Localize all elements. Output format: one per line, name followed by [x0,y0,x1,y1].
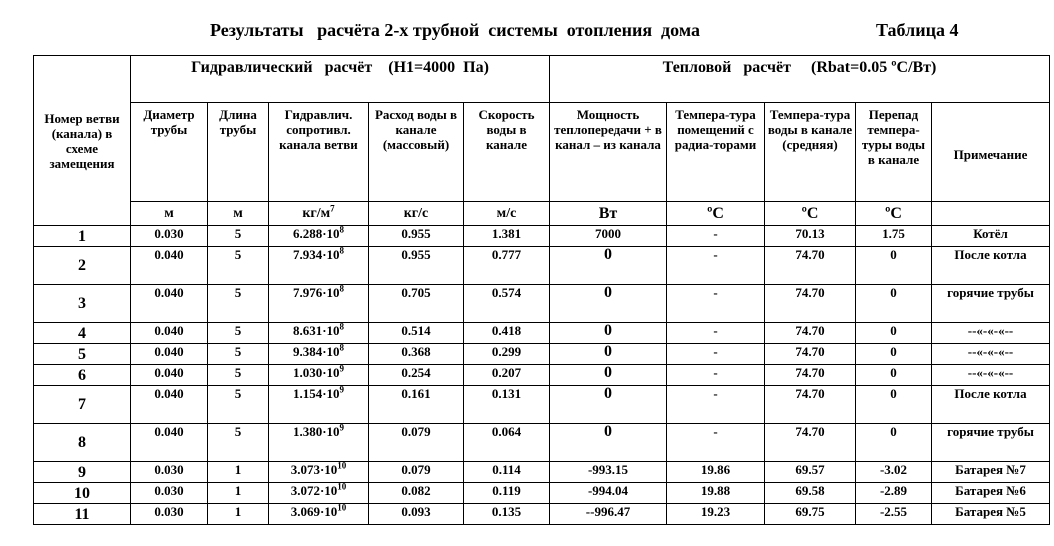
cell-water-temp: 74.70 [765,323,856,344]
cell-temp-drop: 1.75 [856,226,932,247]
cell-diameter: 0.030 [131,462,208,483]
unit-power: Вт [550,202,667,226]
cell-length: 5 [208,344,269,365]
cell-length: 5 [208,365,269,386]
cell-diameter: 0.040 [131,247,208,285]
results-table [33,55,1050,525]
document-title: Результаты расчёта 2-х трубной системы отопления дома [210,20,700,40]
cell-temp-drop: 0 [856,285,932,323]
cell-diameter: 0.040 [131,386,208,424]
cell-temp-drop: 0 [856,386,932,424]
col-header-length: Длина трубы [208,103,269,202]
cell-temp-drop: 0 [856,344,932,365]
cell-velocity: 0.299 [464,344,550,365]
unit-room-temp: ºС [667,202,765,226]
cell-flow: 0.093 [369,504,464,525]
cell-diameter: 0.040 [131,344,208,365]
cell-room-temp: - [667,386,765,424]
cell-temp-drop: 0 [856,365,932,386]
table-row [34,504,1050,525]
cell-velocity: 0.777 [464,247,550,285]
cell-length: 5 [208,247,269,285]
cell-diameter: 0.030 [131,226,208,247]
cell-temp-drop: -3.02 [856,462,932,483]
cell-length: 5 [208,285,269,323]
cell-note: Батарея №6 [932,483,1050,504]
cell-room-temp: - [667,247,765,285]
cell-water-temp: 74.70 [765,285,856,323]
cell-flow: 0.079 [369,424,464,462]
cell-branch-number: 10 [34,483,131,504]
col-header-diameter: Диаметр трубы [131,103,208,202]
cell-temp-drop: -2.55 [856,504,932,525]
cell-branch-number: 9 [34,462,131,483]
cell-note: --«-«-«-- [932,365,1050,386]
cell-room-temp: - [667,344,765,365]
cell-note: Котёл [932,226,1050,247]
cell-power: -993.15 [550,462,667,483]
table-row [34,365,1050,386]
table-row [34,462,1050,483]
cell-power: 0 [550,365,667,386]
cell-resistance: $1.380\cdot 10^9$ [269,424,369,462]
cell-power: 7000 [550,226,667,247]
unit-resistance: $кг/м^7$ [269,202,369,226]
cell-power: --996.47 [550,504,667,525]
cell-flow: 0.955 [369,247,464,285]
cell-power: 0 [550,424,667,462]
cell-power: 0 [550,386,667,424]
cell-note: Батарея №7 [932,462,1050,483]
cell-water-temp: 69.57 [765,462,856,483]
table-row [34,386,1050,424]
branch-number-header: Номер ветви (канала) в схеме замещения [34,56,131,226]
cell-diameter: 0.040 [131,323,208,344]
cell-velocity: 0.574 [464,285,550,323]
cell-branch-number: 11 [34,504,131,525]
cell-flow: 0.955 [369,226,464,247]
cell-temp-drop: 0 [856,424,932,462]
cell-temp-drop: 0 [856,323,932,344]
cell-note: --«-«-«-- [932,323,1050,344]
table-row [34,344,1050,365]
col-header-temp-drop: Перепад темпера-туры воды в канале [856,103,932,202]
cell-note: горячие трубы [932,285,1050,323]
cell-flow: 0.079 [369,462,464,483]
cell-length: 1 [208,462,269,483]
col-header-resistance: Гидравлич. сопротивл. канала ветви [269,103,369,202]
cell-branch-number: 5 [34,344,131,365]
cell-branch-number: 3 [34,285,131,323]
cell-temp-drop: 0 [856,247,932,285]
cell-velocity: 0.131 [464,386,550,424]
cell-diameter: 0.040 [131,424,208,462]
cell-resistance: $3.073\cdot 10^{10}$ [269,462,369,483]
cell-water-temp: 74.70 [765,386,856,424]
cell-flow: 0.368 [369,344,464,365]
cell-power: 0 [550,285,667,323]
cell-velocity: 0.418 [464,323,550,344]
cell-note: После котла [932,247,1050,285]
unit-length: м [208,202,269,226]
cell-note: --«-«-«-- [932,344,1050,365]
hydraulic-group-header: Гидравлический расчёт (H1=4000 Па) [131,56,550,103]
cell-note: горячие трубы [932,424,1050,462]
cell-water-temp: 74.70 [765,344,856,365]
cell-diameter: 0.030 [131,483,208,504]
cell-branch-number: 6 [34,365,131,386]
cell-room-temp: 19.23 [667,504,765,525]
cell-branch-number: 7 [34,386,131,424]
cell-diameter: 0.040 [131,285,208,323]
cell-length: 5 [208,386,269,424]
cell-flow: 0.254 [369,365,464,386]
cell-length: 5 [208,424,269,462]
cell-length: 1 [208,504,269,525]
cell-room-temp: - [667,226,765,247]
cell-note: Батарея №5 [932,504,1050,525]
table-row [34,247,1050,285]
cell-resistance: $8.631\cdot 10^8$ [269,323,369,344]
table-row [34,483,1050,504]
cell-room-temp: 19.88 [667,483,765,504]
cell-diameter: 0.030 [131,504,208,525]
cell-diameter: 0.040 [131,365,208,386]
col-header-velocity: Скорость воды в канале [464,103,550,202]
unit-diameter: м [131,202,208,226]
cell-velocity: 1.381 [464,226,550,247]
table-row [34,285,1050,323]
cell-flow: 0.161 [369,386,464,424]
col-header-flow: Расход воды в канале (массовый) [369,103,464,202]
cell-water-temp: 70.13 [765,226,856,247]
cell-note: После котла [932,386,1050,424]
cell-length: 5 [208,323,269,344]
cell-flow: 0.514 [369,323,464,344]
cell-room-temp: 19.86 [667,462,765,483]
table-row [34,226,1050,247]
cell-resistance: $6.288\cdot 10^8$ [269,226,369,247]
unit-temp-drop: ºС [856,202,932,226]
cell-velocity: 0.135 [464,504,550,525]
cell-branch-number: 1 [34,226,131,247]
cell-length: 1 [208,483,269,504]
cell-resistance: $9.384\cdot 10^8$ [269,344,369,365]
col-header-note: Примечание [932,103,1050,202]
table-row [34,424,1050,462]
col-header-power: Мощность теплопередачи + в канал – из канала [550,103,667,202]
cell-length: 5 [208,226,269,247]
cell-branch-number: 8 [34,424,131,462]
cell-water-temp: 69.58 [765,483,856,504]
cell-branch-number: 2 [34,247,131,285]
cell-resistance: $7.976\cdot 10^8$ [269,285,369,323]
cell-velocity: 0.114 [464,462,550,483]
cell-flow: 0.705 [369,285,464,323]
cell-flow: 0.082 [369,483,464,504]
cell-power: -994.04 [550,483,667,504]
cell-velocity: 0.064 [464,424,550,462]
cell-resistance: $3.069\cdot 10^{10}$ [269,504,369,525]
cell-water-temp: 74.70 [765,424,856,462]
cell-velocity: 0.207 [464,365,550,386]
table-row [34,323,1050,344]
col-header-room-temp: Темпера-тура помещений с радиа-торами [667,103,765,202]
unit-note [932,202,1050,226]
thermal-group-header: Тепловой расчёт (Rbat=0.05 ºС/Вт) [550,56,1050,103]
col-header-water-temp: Темпера-тура воды в канале (средняя) [765,103,856,202]
unit-flow: кг/с [369,202,464,226]
cell-room-temp: - [667,365,765,386]
cell-power: 0 [550,344,667,365]
cell-resistance: $3.072\cdot 10^{10}$ [269,483,369,504]
cell-water-temp: 74.70 [765,365,856,386]
table-label: Таблица 4 [876,20,959,40]
cell-branch-number: 4 [34,323,131,344]
cell-power: 0 [550,247,667,285]
cell-velocity: 0.119 [464,483,550,504]
cell-room-temp: - [667,285,765,323]
cell-temp-drop: -2.89 [856,483,932,504]
cell-resistance: $1.030\cdot 10^9$ [269,365,369,386]
unit-water-temp: ºС [765,202,856,226]
cell-water-temp: 74.70 [765,247,856,285]
unit-velocity: м/с [464,202,550,226]
cell-power: 0 [550,323,667,344]
cell-room-temp: - [667,424,765,462]
cell-resistance: $7.934\cdot 10^8$ [269,247,369,285]
cell-resistance: $1.154\cdot 10^9$ [269,386,369,424]
cell-room-temp: - [667,323,765,344]
cell-water-temp: 69.75 [765,504,856,525]
